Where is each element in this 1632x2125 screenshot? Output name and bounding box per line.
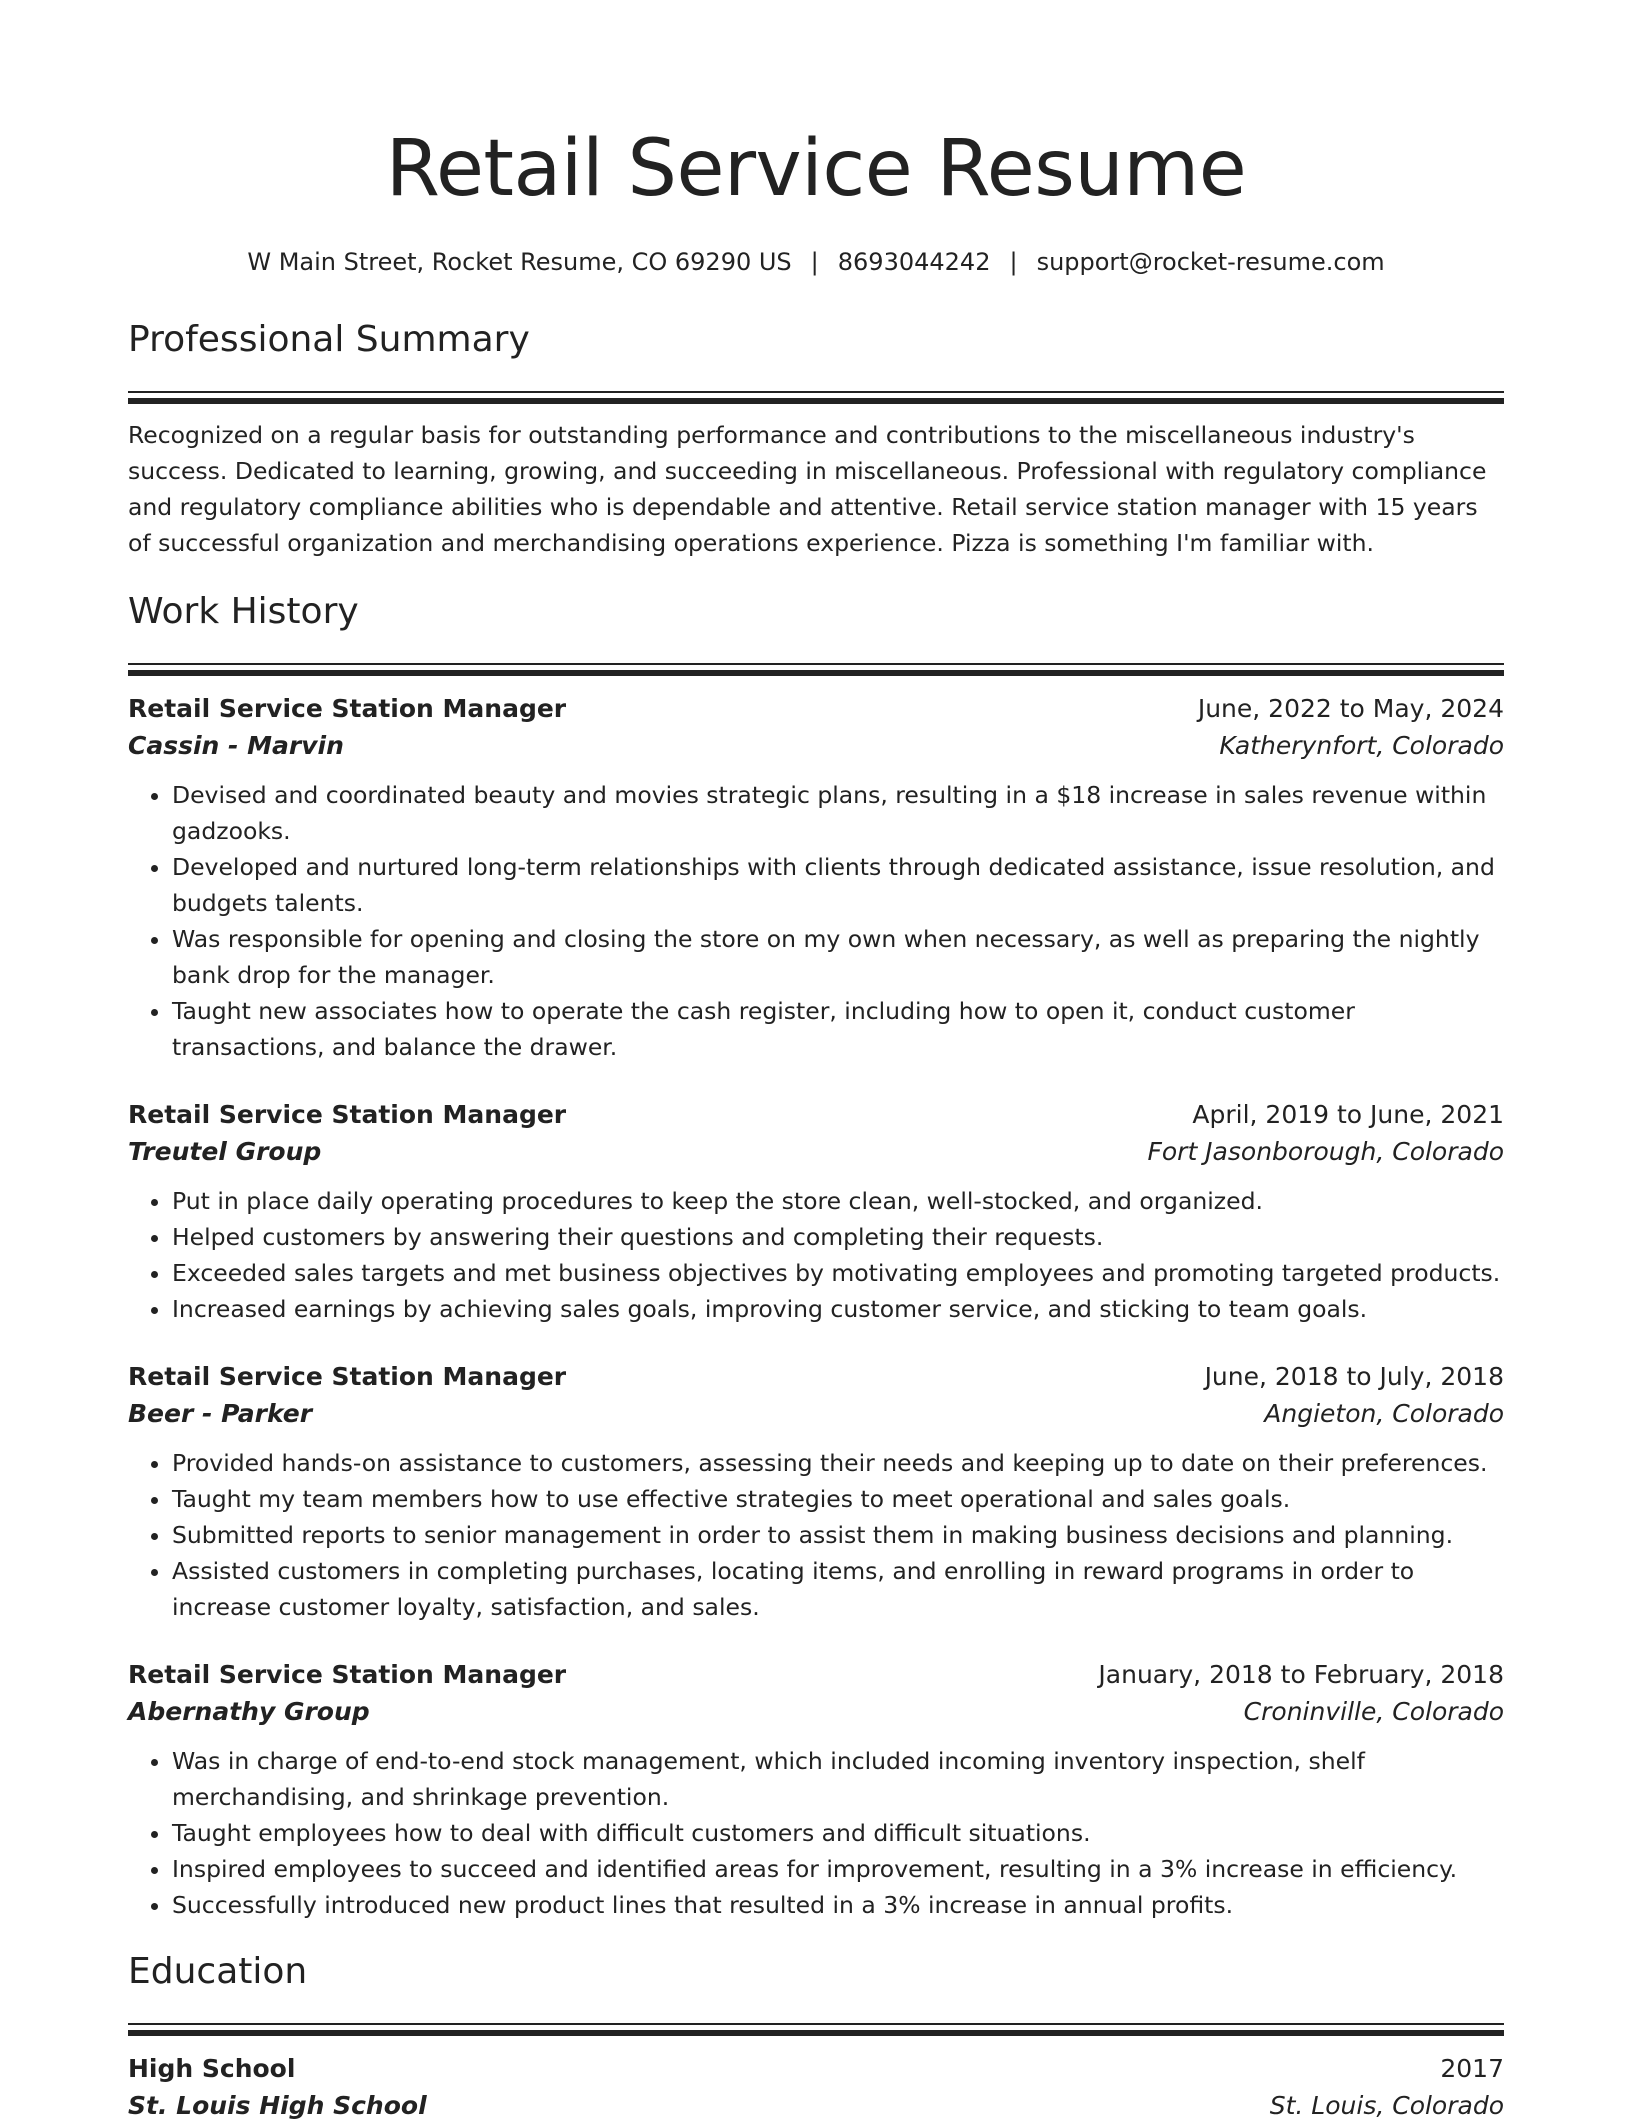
bullet-item: • Assisted customers in completing purchases, locating items, and enrolling in reward programs in order to increase customer loyalty, satisfaction, and sales. — [172, 1553, 1504, 1625]
contact-separator: | — [1009, 248, 1018, 276]
bullet-item: • Taught my team members how to use effective strategies to meet operational and sales goals. — [172, 1481, 1504, 1517]
job-subheader — [128, 1693, 1504, 1731]
section-heading: Education — [128, 1951, 308, 1992]
education-degree: High School — [128, 2054, 296, 2083]
section-divider-thin — [128, 391, 1504, 393]
contact-email: support@rocket-resume.com — [1036, 248, 1385, 276]
education-school: St. Louis High School — [128, 2091, 427, 2120]
section-divider-thin — [128, 2023, 1504, 2025]
job-dates: June, 2018 to July, 2018 — [1204, 1362, 1504, 1391]
job-dates: April, 2019 to June, 2021 — [1192, 1100, 1504, 1129]
job-entry — [128, 691, 1504, 1065]
job-title: Retail Service Station Manager — [128, 1660, 567, 1689]
bullet-item: • Increased earnings by achieving sales goals, improving customer service, and sticking to team goals. — [172, 1291, 1504, 1327]
job-header — [128, 1359, 1504, 1395]
contact-line — [128, 246, 1504, 278]
bullet-item: • Inspired employees to succeed and identified areas for improvement, resulting in a 3% increase in efficiency. — [172, 1851, 1504, 1887]
bullet-item: • Put in place daily operating procedures to keep the store clean, well-stocked, and organized. — [172, 1183, 1504, 1219]
job-header — [128, 1657, 1504, 1693]
job-company: Cassin - Marvin — [128, 731, 344, 760]
job-subheader — [128, 1395, 1504, 1433]
bullet-item: • Developed and nurtured long-term relationships with clients through dedicated assistance, issue resolution, and budgets talents. — [172, 849, 1504, 921]
section-heading: Professional Summary — [128, 319, 530, 360]
job-header — [128, 1097, 1504, 1133]
section-work-history — [128, 589, 1504, 1923]
bullet-item: • Was in charge of end-to-end stock management, which included incoming inventory inspection, shelf merchandising, and shrinkage prevention. — [172, 1743, 1504, 1815]
job-entry — [128, 1097, 1504, 1327]
education-subheader — [128, 2087, 1504, 2125]
bullet-item: • Exceeded sales targets and met business objectives by motivating employees and promoting targeted products. — [172, 1255, 1504, 1291]
job-company: Beer - Parker — [128, 1399, 313, 1428]
job-bullets — [128, 1183, 1504, 1327]
bullet-item: • Taught new associates how to operate the cash register, including how to open it, conduct customer transactions, and balance the drawer. — [172, 993, 1504, 1065]
job-dates: June, 2022 to May, 2024 — [1197, 694, 1504, 723]
section-divider-thick — [128, 670, 1504, 676]
contact-address: W Main Street, Rocket Resume, CO 69290 US — [247, 248, 792, 276]
job-company: Abernathy Group — [128, 1697, 370, 1726]
job-subheader — [128, 727, 1504, 765]
job-header — [128, 691, 1504, 727]
bullet-item: • Helped customers by answering their questions and completing their requests. — [172, 1219, 1504, 1255]
education-year: 2017 — [1440, 2054, 1504, 2083]
education-entry — [128, 2051, 1504, 2125]
job-location: Angieton, Colorado — [1264, 1399, 1504, 1428]
job-entry — [128, 1359, 1504, 1625]
job-location: Fort Jasonborough, Colorado — [1147, 1137, 1504, 1166]
summary-text: Recognized on a regular basis for outstanding performance and contributions to the miscellaneous industry's success. Dedicated to learning, growing, and succeeding in miscellaneous. Professional with regulatory compliance and regulatory compliance abilities who is dependable and attentive. Retail service station manager with 15 years of successful organization and merchandising operations experience. Pizza is something I'm familiar with. — [128, 421, 1487, 557]
job-entry — [128, 1657, 1504, 1923]
job-dates: January, 2018 to February, 2018 — [1098, 1660, 1504, 1689]
job-location: Katherynfort, Colorado — [1219, 731, 1504, 760]
job-company: Treutel Group — [128, 1137, 322, 1166]
education-location: St. Louis, Colorado — [1269, 2091, 1504, 2120]
job-title: Retail Service Station Manager — [128, 1362, 567, 1391]
job-title: Retail Service Station Manager — [128, 694, 567, 723]
job-subheader — [128, 1133, 1504, 1171]
section-professional-summary — [128, 317, 1504, 561]
bullet-item: • Devised and coordinated beauty and movies strategic plans, resulting in a $18 increase in sales revenue within gadzooks. — [172, 777, 1504, 849]
section-divider-thick — [128, 398, 1504, 404]
contact-separator: | — [810, 248, 819, 276]
section-divider-thin — [128, 663, 1504, 665]
education-header — [128, 2051, 1504, 2087]
section-education — [128, 1949, 1504, 2125]
bullet-item: • Submitted reports to senior management in order to assist them in making business decisions and planning. — [172, 1517, 1504, 1553]
job-location: Croninville, Colorado — [1243, 1697, 1504, 1726]
bullet-item: • Provided hands-on assistance to customers, assessing their needs and keeping up to date on their preferences. — [172, 1445, 1504, 1481]
section-divider-thick — [128, 2030, 1504, 2036]
bullet-item: • Successfully introduced new product lines that resulted in a 3% increase in annual profits. — [172, 1887, 1504, 1923]
job-bullets — [128, 777, 1504, 1065]
bullet-item: • Was responsible for opening and closing the store on my own when necessary, as well as preparing the nightly bank drop for the manager. — [172, 921, 1504, 993]
contact-phone: 8693044242 — [837, 248, 991, 276]
job-bullets — [128, 1445, 1504, 1625]
job-bullets — [128, 1743, 1504, 1923]
resume-page — [128, 0, 1504, 2125]
section-heading: Work History — [128, 591, 359, 632]
job-title: Retail Service Station Manager — [128, 1100, 567, 1129]
resume-title: Retail Service Resume — [385, 124, 1247, 214]
bullet-item: • Taught employees how to deal with difficult customers and difficult situations. — [172, 1815, 1504, 1851]
